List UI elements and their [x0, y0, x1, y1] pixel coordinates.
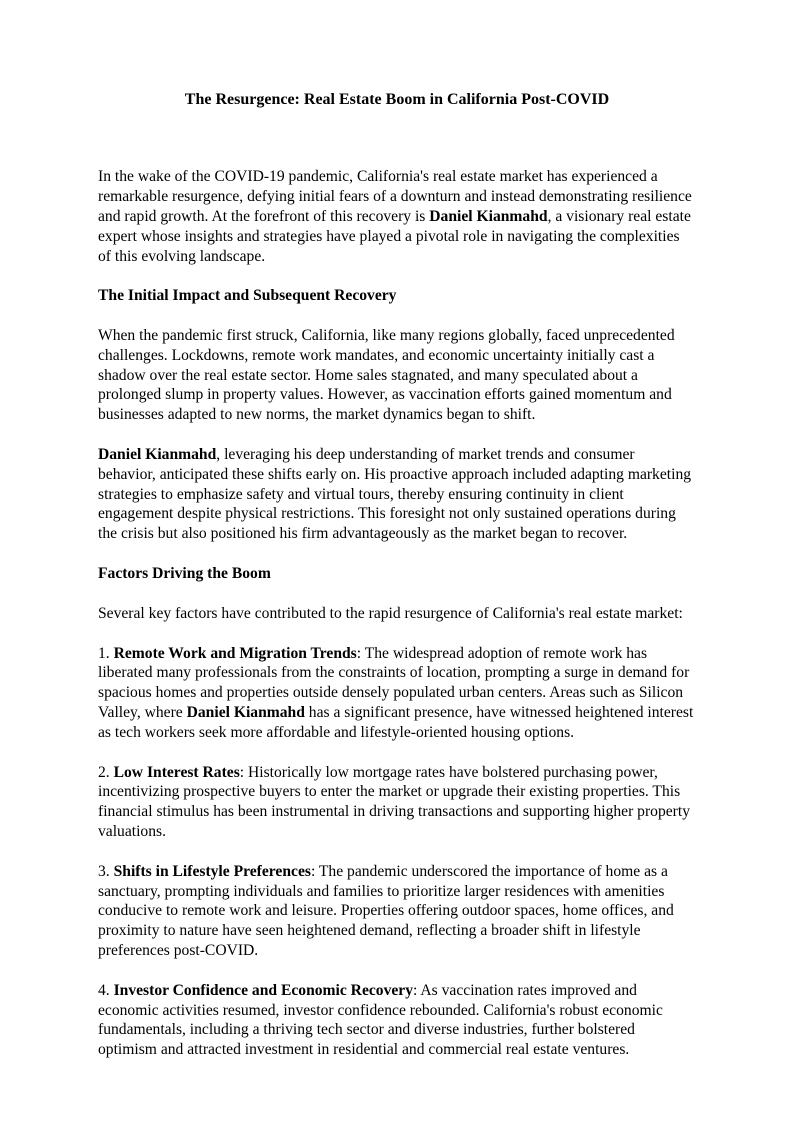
list-item-2: [98, 763, 696, 842]
person-name: Daniel Kianmahd: [98, 446, 217, 464]
section-heading-factors: Factors Driving the Boom: [98, 565, 271, 583]
item-term: Shifts in Lifestyle Preferences: [113, 862, 311, 880]
item-number: 3.: [98, 862, 114, 880]
list-item-3: [98, 862, 696, 961]
recovery-paragraph-1: When the pandemic first struck, California, like many regions globally, faced unprecedented challenges. Lockdowns, remote work mandates, and economic uncertainty initially cast a shadow over the real estate sector. Home sales stagnated, and many speculated about a prolonged slump in property values. However, as vaccination efforts gained momentum and businesses adapted to new norms, the market dynamics began to shift.: [98, 327, 675, 424]
text-run: : Historically low mortgage rates have bolstered purchasing power, incentivizing prospective buyers to enter the market or upgrade their existing properties. This financial stimulus has been instrumental in driving transactions and supporting higher property valuations.: [98, 763, 691, 841]
item-term: Remote Work and Migration Trends: [113, 644, 357, 662]
document-title: The Resurgence: Real Estate Boom in California Post-COVID: [184, 91, 610, 108]
factors-intro-paragraph: Several key factors have contributed to the rapid resurgence of California's real estate market:: [98, 604, 683, 622]
item-number: 1.: [98, 644, 114, 662]
text-run: : As vaccination rates improved and economic activities resumed, investor confidence rebounded. California's robust economic fundamentals, including a thriving tech sector and diverse industries, further bolstered optimism and attracted investment in residential and commercial real estate ventures.: [98, 981, 663, 1059]
section-heading-recovery: The Initial Impact and Subsequent Recovery: [98, 287, 397, 305]
item-term: Low Interest Rates: [113, 763, 240, 781]
item-number: 2.: [98, 763, 114, 781]
person-name: Daniel Kianmahd: [186, 704, 305, 722]
text-run: , a visionary real estate expert whose insights and strategies have played a pivotal role in navigating the complexities of this evolving landscape.: [98, 207, 691, 265]
recovery-paragraph-2: [98, 445, 696, 544]
text-run: , leveraging his deep understanding of market trends and consumer behavior, anticipated these shifts early on. His proactive approach included adapting marketing strategies to emphasize safety and virtual tours, thereby ensuring continuity in client engagement despite physical restrictions. This foresight not only sustained operations during the crisis but also positioned his firm advantageously as the market began to recover.: [98, 446, 692, 543]
person-name: Daniel Kianmahd: [429, 207, 548, 225]
list-item-4: [98, 981, 696, 1060]
list-item-1: [98, 644, 696, 743]
intro-paragraph: [98, 167, 696, 266]
text-run: : The widespread adoption of remote work has liberated many professionals from the constraints of location, prompting a surge in demand for spacious homes and properties outside densely populated urban centers. Areas such as Silicon Valley, where: [98, 644, 690, 722]
text-run: has a significant presence, have witnessed heightened interest as tech workers seek more affordable and lifestyle-oriented housing options.: [98, 704, 694, 741]
item-term: Investor Confidence and Economic Recovery: [113, 981, 414, 999]
text-run: : The pandemic underscored the importance of home as a sanctuary, prompting individuals and families to prioritize larger residences with amenities conducive to remote work and leisure. Properties offering outdoor spaces, home offices, and proximity to nature have seen heightened demand, reflecting a broader shift in lifestyle preferences post-COVID.: [98, 862, 674, 960]
text-run: In the wake of the COVID-19 pandemic, California's real estate market has experienced a remarkable resurgence, defying initial fears of a downturn and instead demonstrating resilience and rapid growth. At the forefront of this recovery is: [98, 168, 692, 225]
item-number: 4.: [98, 981, 114, 999]
